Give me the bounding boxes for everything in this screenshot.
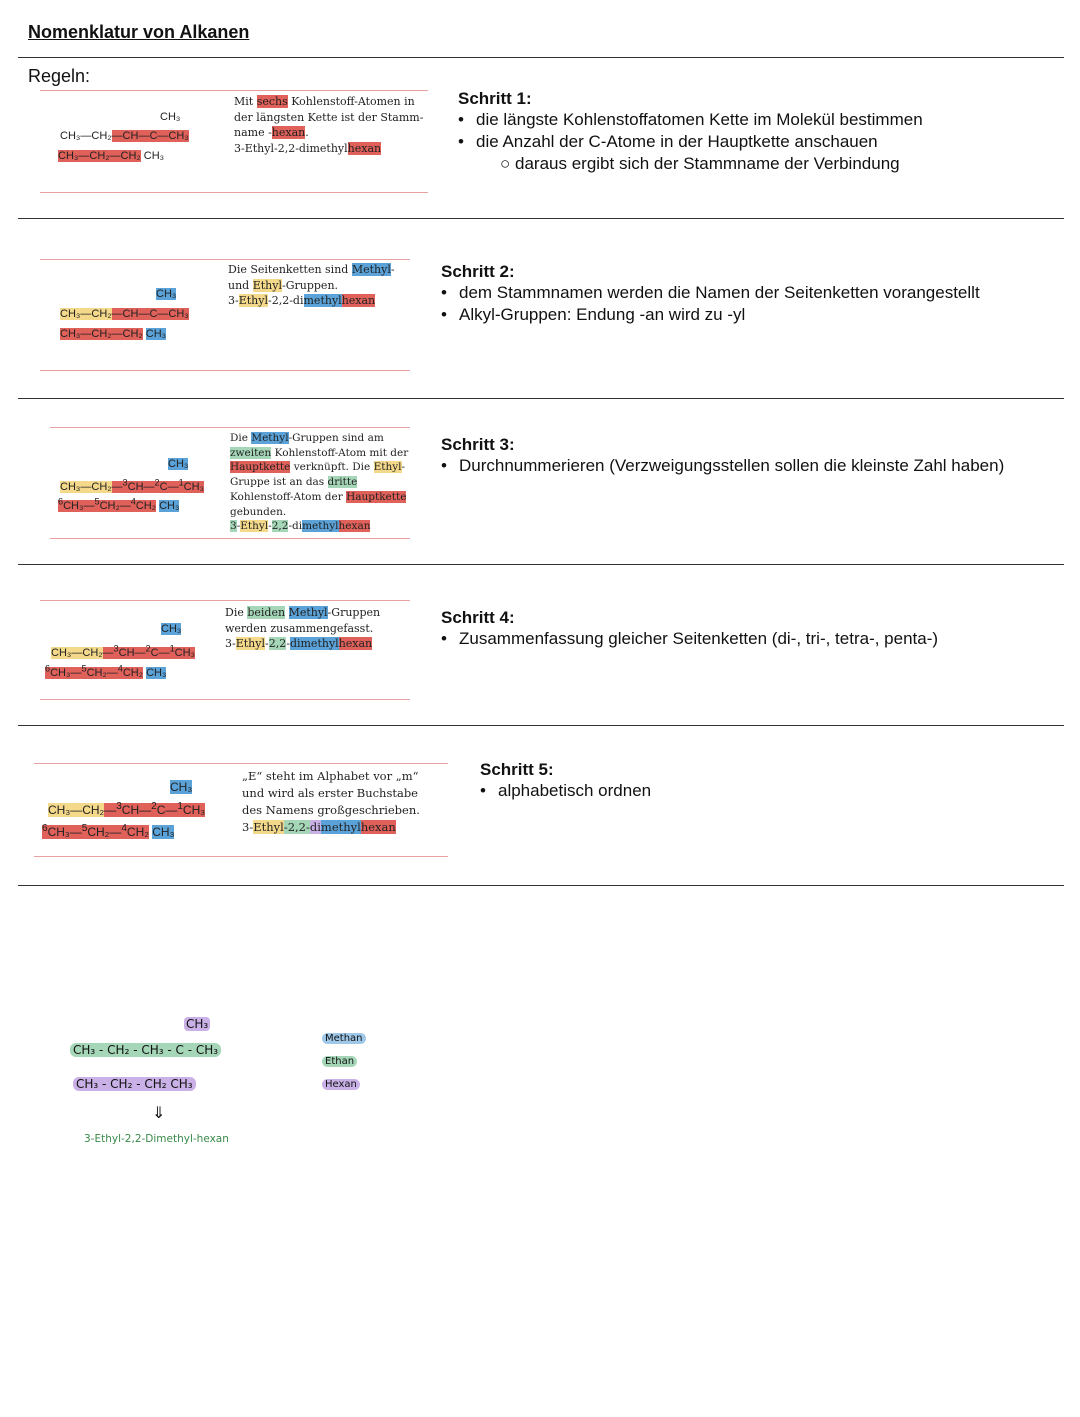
legend-methan: Methan [322,1033,366,1044]
caption-line [40,192,428,193]
caption-line [40,259,410,260]
step3-title: Schritt 3: [441,435,515,454]
step3-caption: Die Methyl-Gruppen sind am zweiten Kohlenstoff-Atom mit der Hauptkette verknüpft. Die Ethyl-Gruppe ist an das dritte Kohlenstoff-Atom der Hauptkette gebunden. 3-Ethyl-2,2-dimethylhexan [230,432,409,533]
list-item: • Zusammenfassung gleicher Seitenketten (di-, tri-, tetra-, penta-) [441,629,939,648]
divider [18,218,1064,219]
step5-text [480,760,1060,802]
list-item: • die längste Kohlenstoffatomen Kette im Molekül bestimmen [458,110,923,129]
caption-line [34,856,448,857]
list-item: • dem Stammnamen werden die Namen der Seitenketten vorangestellt [441,283,980,302]
list-item: • alphabetisch ordnen [480,781,652,800]
list-item: • Durchnummerieren (Verzweigungsstellen sollen die kleinste Zahl haben) [441,456,1005,475]
list-subitem: ○ daraus ergibt sich der Stammname der Verbindung [500,154,900,173]
caption-line [50,427,410,428]
caption-line [40,370,410,371]
molecule-diagram-5: CH₃ CH₃—CH₂—$^3$CH—$^2$C—$^1$CH₃ $^6$CH₃—$^5$CH₂—$^4$CH₂ CH₃ [42,780,206,839]
caption-line [40,699,410,700]
color-legend [322,1026,382,1095]
atom-ch3: CH₃ [160,111,181,123]
molecule-diagram-3: CH₃ CH₃—CH₂—$^3$CH—$^2$C—$^1$CH₃ $^6$CH₃—$^5$CH₂—$^4$CH₂ CH₃ [58,458,205,512]
atom-ch2: CH₂ [91,130,112,142]
step1-caption: Mit sechs Kohlenstoff-Atomen in der längsten Kette ist der Stamm-name -hexan. 3-Ethyl-2,2-dimethylhexan [234,95,424,155]
arrow-down-icon: ⇓ [152,1103,166,1122]
rules-label: Regeln: [28,66,91,86]
result-name: 3-Ethyl-2,2-Dimethyl-hexan [84,1133,229,1145]
divider [18,885,1064,886]
caption-line [34,763,448,764]
list-item: • die Anzahl der C-Atome in der Hauptkette anschauen [458,132,878,151]
legend-ethan: Ethan [322,1056,357,1067]
methyl-group: CH₃ [186,1017,209,1031]
caption-line [40,90,428,91]
chain-row-1: CH₃ - CH₂ - CH₃ - C - CH₃ [70,1043,221,1057]
step5-title: Schritt 5: [480,760,554,779]
step5-caption: „E“ steht im Alphabet vor „m“ und wird als erster Buchstabe des Namens großgeschrieben. 3-Ethyl-2,2-dimethylhexan [242,769,420,834]
molecule-diagram-2: CH₃ CH₃—CH₂—CH—C—CH₃ CH₃—CH₂—CH₂ CH₃ [60,288,189,340]
molecule-diagram-4: CH₃ CH₃—CH₂—$^3$CH—$^2$C—$^1$CH₃ $^6$CH₃—$^5$CH₂—$^4$CH₂ CH₃ [45,623,196,679]
step4-title: Schritt 4: [441,608,515,627]
step3-text [441,435,1071,477]
divider [18,57,1064,58]
molecule-diagram-1: CH₃ CH₃—CH₂—CH—C—CH₃ CH₃—CH₂—CH₂ CH₃ [58,111,189,162]
caption-line [50,538,410,539]
step2-text [441,262,1061,326]
divider [18,398,1064,399]
atom-ch3: CH₃ [60,130,81,142]
list-item: • Alkyl-Gruppen: Endung -an wird zu -yl [441,305,746,324]
page-title: Nomenklatur von Alkanen [28,22,250,42]
step1-text [458,89,1058,175]
step1-title: Schritt 1: [458,89,532,108]
step2-caption: Die Seitenketten sind Methyl- und Ethyl-Gruppen. 3-Ethyl-2,2-dimethylhexan [228,263,395,307]
handwritten-molecule [70,1015,270,1155]
step2-title: Schritt 2: [441,262,515,281]
caption-line [40,600,410,601]
divider [18,725,1064,726]
legend-hexan: Hexan [322,1079,360,1090]
divider [18,564,1064,565]
step4-text [441,608,1061,650]
chain-row-2: CH₃ - CH₂ - CH₂ CH₃ [73,1077,196,1091]
step4-caption: Die beiden Methyl-Gruppen werden zusammengefasst. 3-Ethyl-2,2-dimethylhexan [225,606,381,650]
